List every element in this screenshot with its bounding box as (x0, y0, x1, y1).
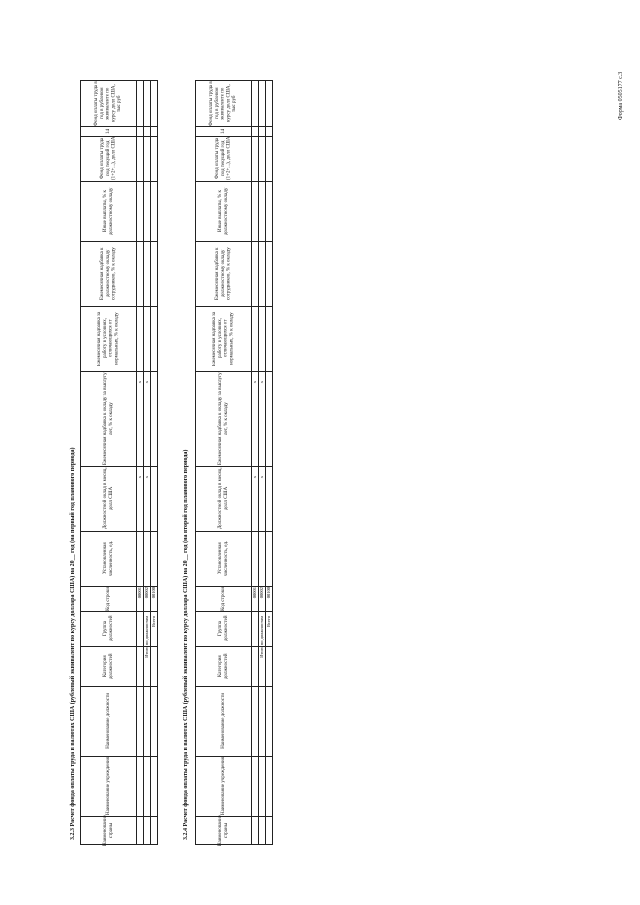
col-header-3: Наименование должности (220, 693, 226, 749)
total-label: Всего (151, 616, 156, 628)
total-label: Всего (266, 616, 271, 628)
col-header-13: Фонд оплаты труда под текущий год (1+2+...), долл США (214, 136, 232, 181)
x-mark: х (137, 476, 142, 479)
col-header-12: Иные выплаты, % к должностному окладу (102, 187, 114, 235)
col-number-14: 14 (220, 128, 226, 134)
col-header-7: Установленная численность, ед. (217, 540, 229, 577)
col-header-5: Группа должностей (217, 615, 229, 642)
x-mark: х (259, 476, 264, 479)
form-code: Форма 0505177 с.3 (618, 71, 624, 120)
section-2-heading: 3.2.4 Расчет фонда оплаты труда в валютах США (рублевый эквивалент по курсу доллара США) на 20__ год (на второй год планового периода) (183, 449, 189, 840)
col-header-10: Ежемесячная надбавка за работу в условиях, отличающихся от нормальных, % к окладу (97, 311, 120, 366)
section-1-table (80, 80, 158, 845)
col-header-12: Иные выплаты, % к должностному окладу (217, 187, 229, 235)
x-mark: х (252, 476, 257, 479)
section-2-table (195, 80, 273, 845)
col-header-4: Категория должностей (217, 653, 229, 679)
col-header-9: Ежемесячная надбавка к окладу за выслугу лет, % к окладу (217, 372, 229, 465)
section-1-heading: 3.2.3 Расчет фонда оплаты труда в валютах США (рублевый эквивалент по курсу доллара США) на 20__ год (на первый год планового периода) (70, 447, 76, 840)
total-label: Итого по должностям (259, 616, 264, 658)
col-header-13: Фонд оплаты труда под текущий год (1+2+...), долл США (99, 136, 117, 181)
col-header-4: Категория должностей (102, 653, 114, 679)
row-code: 00002 (144, 587, 149, 599)
col-header-2: Наименование учреждения (105, 756, 111, 815)
total-label: Итого по должностям (144, 616, 149, 658)
col-header-6: Код строки (105, 586, 111, 611)
col-number-14: 14 (105, 128, 111, 134)
col-header-8: Должностной оклад в месяц, долл США (217, 467, 229, 530)
col-header-1: Наименование страны (217, 815, 229, 847)
x-mark: х (144, 476, 149, 479)
row-code: 00001 (252, 587, 257, 599)
row-code: 00100 (151, 587, 156, 599)
col-header-14: Фонд оплаты труда в год в рублевом эквиваленте по курсу долл США, тыс руб (209, 81, 238, 126)
row-code: 00100 (266, 587, 271, 599)
col-header-1: Наименование страны (102, 815, 114, 847)
row-code: 00001 (137, 587, 142, 599)
row-code: 00002 (259, 587, 264, 599)
col-header-10: Ежемесячная надбавка за работу в условиях, отличающихся от нормальных, % к окладу (212, 311, 235, 366)
col-header-9: Ежемесячная надбавка к окладу за выслугу лет, % к окладу (102, 372, 114, 465)
x-mark: х (137, 381, 142, 384)
col-header-11: Ежемесячная надбавка к должностному окладу сотрудников, % к окладу (99, 247, 117, 300)
col-header-11: Ежемесячная надбавка к должностному окладу сотрудников, % к окладу (214, 247, 232, 300)
x-mark: х (252, 381, 257, 384)
col-header-8: Должностной оклад в месяц, долл США (102, 467, 114, 530)
col-header-7: Установленная численность, ед. (102, 540, 114, 577)
col-header-6: Код строки (220, 586, 226, 611)
col-header-14: Фонд оплаты труда в год в рублевом эквиваленте по курсу долл США, тыс руб (94, 81, 123, 126)
col-header-2: Наименование учреждения (220, 756, 226, 815)
col-header-3: Наименование должности (105, 693, 111, 749)
col-header-5: Группа должностей (102, 615, 114, 642)
x-mark: х (259, 381, 264, 384)
x-mark: х (144, 381, 149, 384)
